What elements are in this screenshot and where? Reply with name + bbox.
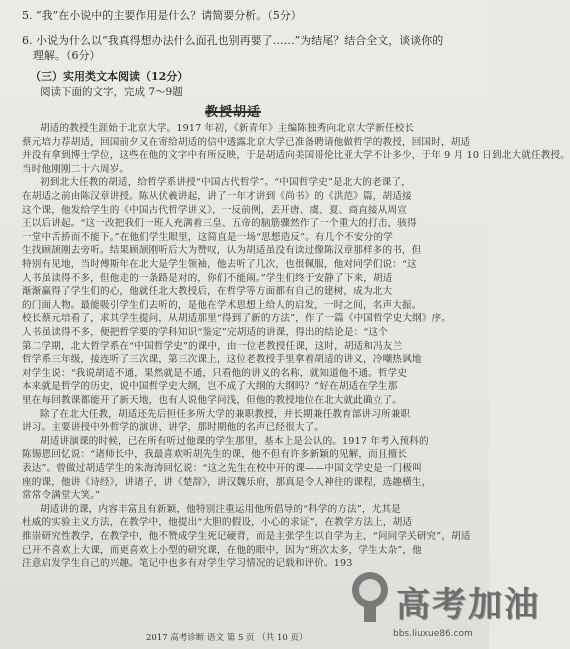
watermark-logo-icon xyxy=(346,568,394,624)
article-line: 陈锡恩回忆说：“诸师长中，我最喜欢听胡先生的课，他不但有许多新颖的见解，而且擅长 xyxy=(22,449,408,461)
article-line: 除了在北大任教，胡适还先后担任多所大学的兼职教授，并长期兼任教育部讲习所兼职 xyxy=(40,408,411,420)
article-line: 一堂中舌挢而不能下。”在他们学生眼里，这简直是一场“思想造反”。有几个不安分的学 xyxy=(22,231,393,243)
article-line: 胡适讲的课，内容丰富且有新颖，他特别注重运用他所倡导的“科学的方法”，尤其是 xyxy=(40,503,401,515)
article-line: 生找顾颉刚去旁听。结果顾颉刚听后大为赞叹，认为胡适虽没有读过像陈汉章那样多的书，但 xyxy=(22,245,422,257)
page-footer: 2017 高考诊断 语文 第 5 页 （共 10 页） xyxy=(146,633,308,643)
article-line: 胡适的教授生涯始于北京大学。1917 年初，《新青年》主编陈独秀向北京大学新任校长 xyxy=(40,123,415,134)
article-line: 并没有拿到博士学位，这些在他的文字中有所反映，于是胡适向美国哥伦比亚大学不计多少，于年 9 月 10 日到北大就任教授。 xyxy=(22,150,570,162)
article-line: 的门面人物。最能吸引学生们去听的，是他在学术思想上给人的启发，一时之间，名声大振。 xyxy=(22,299,422,311)
question-5: 5. “我”在小说中的主要作用是什么？请简要分析。（5分） xyxy=(22,9,302,22)
watermark-text: 高考加油 xyxy=(396,585,540,625)
article-line: 在胡适之前由陈汉章讲授。陈从伏羲讲起，讲了一年才讲到《尚书》的《洪范》篇，胡适接 xyxy=(22,191,412,202)
article-line: 常常令满堂大笑。” xyxy=(22,490,101,502)
article-line: 本来就是哲学的历史，说中国哲学史大纲，岂不成了大纲的大纲吗？”好在胡适在学生那 xyxy=(22,381,398,393)
article-title: 教授胡适 xyxy=(205,105,262,120)
article-line: 对学生说：“我说胡适不通，果然就是不通，只看他的讲义的名称，就知道他不通。哲学史 xyxy=(22,367,408,379)
section-heading: （三）实用类文本阅读（12分） xyxy=(30,70,189,83)
article-line: 里在每回教课都能开了新天地，也有人说他学问浅，但他的教授地位在北大就此确立了。 xyxy=(22,395,403,406)
reading-instruction: 阅读下面的文字，完成 7～9题 xyxy=(40,86,183,98)
article-line: 蔡元培力荐胡适，回国前夕又在寄给胡适的信中透露北京大学已准备聘请他做哲学的教授，回国时，胡适 xyxy=(22,136,471,148)
article-line: 杜威的实验主义方法，在教学中，他提出“大胆的假设，小心的求证”，在教学方法上，胡适 xyxy=(22,517,413,529)
article-line: 哲学系三年级，接连听了三次课，第三次课上，这位老教授手里拿着胡适的讲义，冷嘲热讽地 xyxy=(22,354,422,366)
article-line: 座的课，他讲《诗经》，讲诸子，讲《楚辞》，讲汉魏乐府，那真是令人神往的课程，选趣横生， xyxy=(22,476,432,488)
article-line: 胡适讲演课的时候，已在所有听过他课的学生那里，基本上是公认的。1917 年考入预科的 xyxy=(40,435,429,447)
question-6-line-2: 理解。（6分） xyxy=(33,49,101,62)
watermark-url: bbs.liuxue86.com xyxy=(393,629,473,639)
article-line: 已开不喜欢上大课，而更喜欢上小型的研究课，在他的眼中，因为“班次太多，学生太杂”，他 xyxy=(22,544,422,556)
article-line: 当时他刚刚二十六周岁。 xyxy=(22,163,130,175)
article-line: 初到北大任教的胡适，给哲学系讲授“中国古代哲学”。“中国哲学史”是北大的老课了， xyxy=(40,177,411,189)
article-line: 推崇研究性教学，在教学中，他不赞成学生死记硬背，而是主张学生以自学为主，“问同学关研究”，胡适 xyxy=(22,531,471,542)
question-6-line-1: 6. 小说为什么以“我真得想办法什么面孔也别再要了……”为结尾？结合全文，谈谈你的 xyxy=(22,34,444,47)
article-line: 讲习。主要讲授中外哲学的演讲、讲学，那时期他的名声已经很大了。 xyxy=(22,422,325,434)
article-line: 人书虽读得不多，便把哲学要的学科知识“鉴定”完胡适的讲课，得出的结论是：“这个 xyxy=(22,327,388,338)
article-line: 第二学期，北大哲学系在“中国哲学史”的课中，由一位老教授任课，这时，胡适和冯友兰 xyxy=(22,340,403,352)
article-line: 渐渐赢得了学生们的心，他就任北大教授后，在哲学等方面都有自己的建树，成为北大 xyxy=(22,286,393,298)
article-line: 王以后讲起。“这一改把我们一班人充满着三皇、五帝的脑筋骤然作了一个重大的打击，骇得 xyxy=(22,218,417,230)
article-line: 这个课，他发给学生的《中国古代哲学讲义》，一反前例，丢开唐、虞、夏、商直接从周宣 xyxy=(22,204,407,216)
article-line: 特别有见地，当时傅斯年在北大是学生领袖，他去听了几次，也很佩服，他对同学们说：“这 xyxy=(22,259,417,270)
article-line: 人书虽读得不多，但他走的一条路是对的，你们不能闹。”学生们终于安静了下来，胡适 xyxy=(22,272,393,284)
article-line: 校长蔡元培看了，求其学生提问，从胡适那里“得到了新的方法”，作了一篇《中国哲学史大纲》序。 xyxy=(22,313,452,325)
article-line: 表达”。曾做过胡适学生的朱海涛回忆说：“这之先生在校中开的课——中国文学史是一门极叫 xyxy=(22,463,422,474)
article-line: 注意启发学生自己的兴趣。笔记中也多有对学生学习情况的记载和评价。193 xyxy=(22,558,353,570)
